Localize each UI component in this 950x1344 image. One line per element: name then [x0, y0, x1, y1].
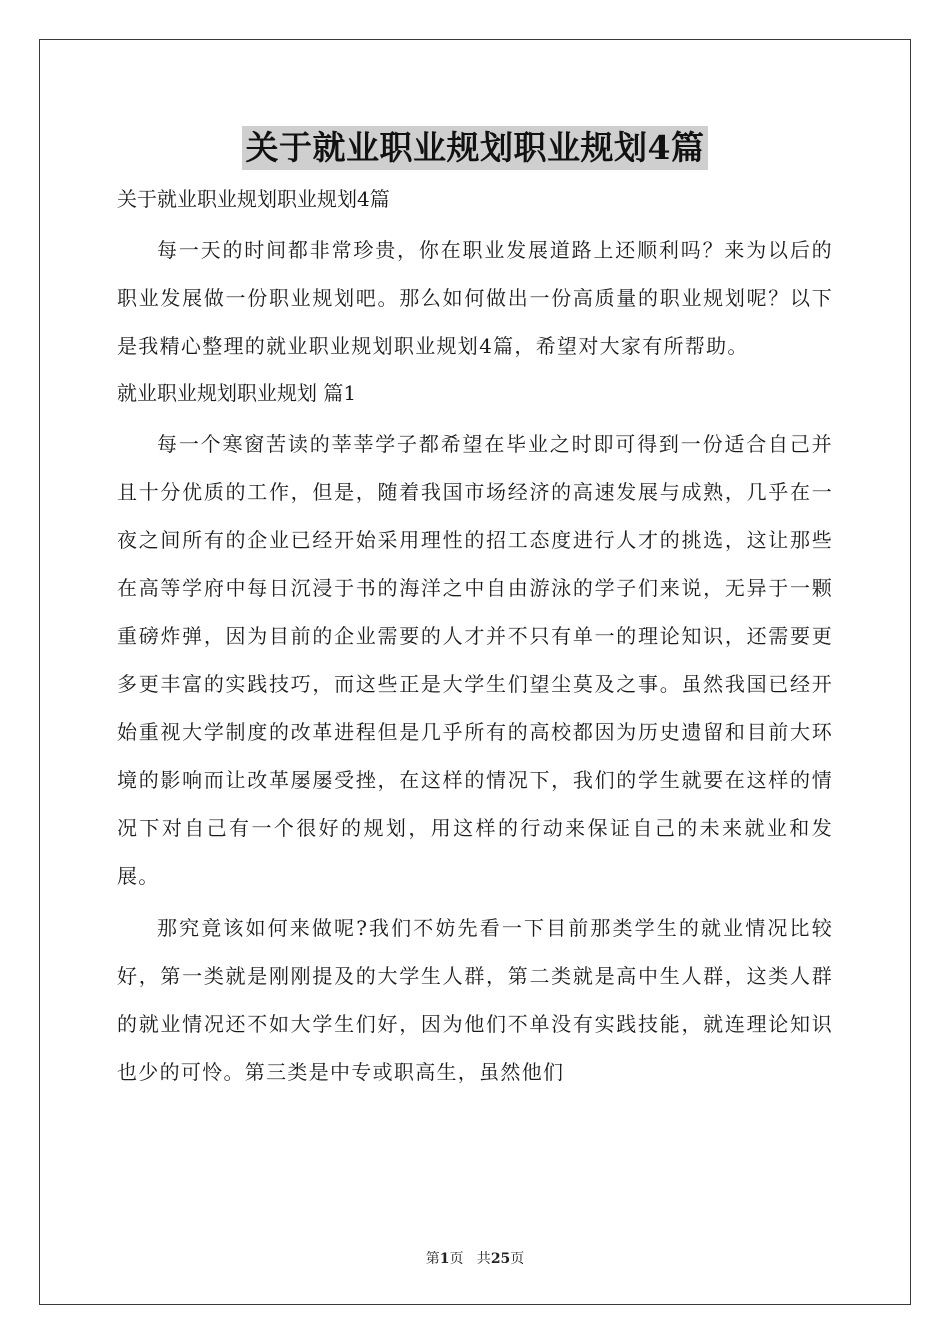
intro-paragraph: 每一天的时间都非常珍贵，你在职业发展道路上还顺利吗？来为以后的职业发展做一份职业规划吧。那么如何做出一份高质量的职业规划呢？以下是我精心整理的就业职业规划职业规划4篇，希望对大家有所帮助。: [117, 238, 833, 358]
body-paragraph-2: 那究竟该如何来做呢?我们不妨先看一下目前那类学生的就业情况比较好，第一类就是刚刚提及的大学生人群，第二类就是高中生人群，这类人群的就业情况还不如大学生们好，因为他们不单没有实践技能，就连理论知识也少的可怜。第三类是中专或职高生，虽然他们: [117, 916, 833, 1084]
document-body: [117, 180, 833, 1096]
document-subtitle: 关于就业职业规划职业规划4篇: [117, 187, 390, 211]
document-title: 关于就业职业规划职业规划4篇: [242, 126, 709, 170]
footer-page-mid: 页 共: [449, 1251, 491, 1267]
footer-page-suffix: 页: [510, 1251, 525, 1267]
body-paragraph-1: 每一个寒窗苦读的莘莘学子都希望在毕业之时即可得到一份适合自己并且十分优质的工作，但是，随着我国市场经济的高速发展与成熟，几乎在一夜之间所有的企业已经开始采用理性的招工态度进行人才的挑选，这让那些在高等学府中每日沉浸于书的海洋之中自由游泳的学子们来说，无异于一颗重磅炸弹，因为目前的企业需要的人才并不只有单一的理论知识，还需要更多更丰富的实践技巧，而这些正是大学生们望尘莫及之事。虽然我国已经开始重视大学制度的改革进程但是几乎所有的高校都因为历史遗留和目前大环境的影响而让改革屡屡受挫，在这样的情况下，我们的学生就要在这样的情况下对自己有一个很好的规划，用这样的行动来保证自己的未来就业和发展。: [117, 432, 833, 888]
page-footer: [0, 1248, 950, 1268]
footer-page-prefix: 第: [425, 1251, 440, 1267]
title-wrap: [0, 126, 950, 170]
footer-page-current: 1: [439, 1251, 450, 1267]
section-heading: 就业职业规划职业规划 篇1: [117, 381, 357, 405]
footer-page-total: 25: [490, 1251, 511, 1267]
